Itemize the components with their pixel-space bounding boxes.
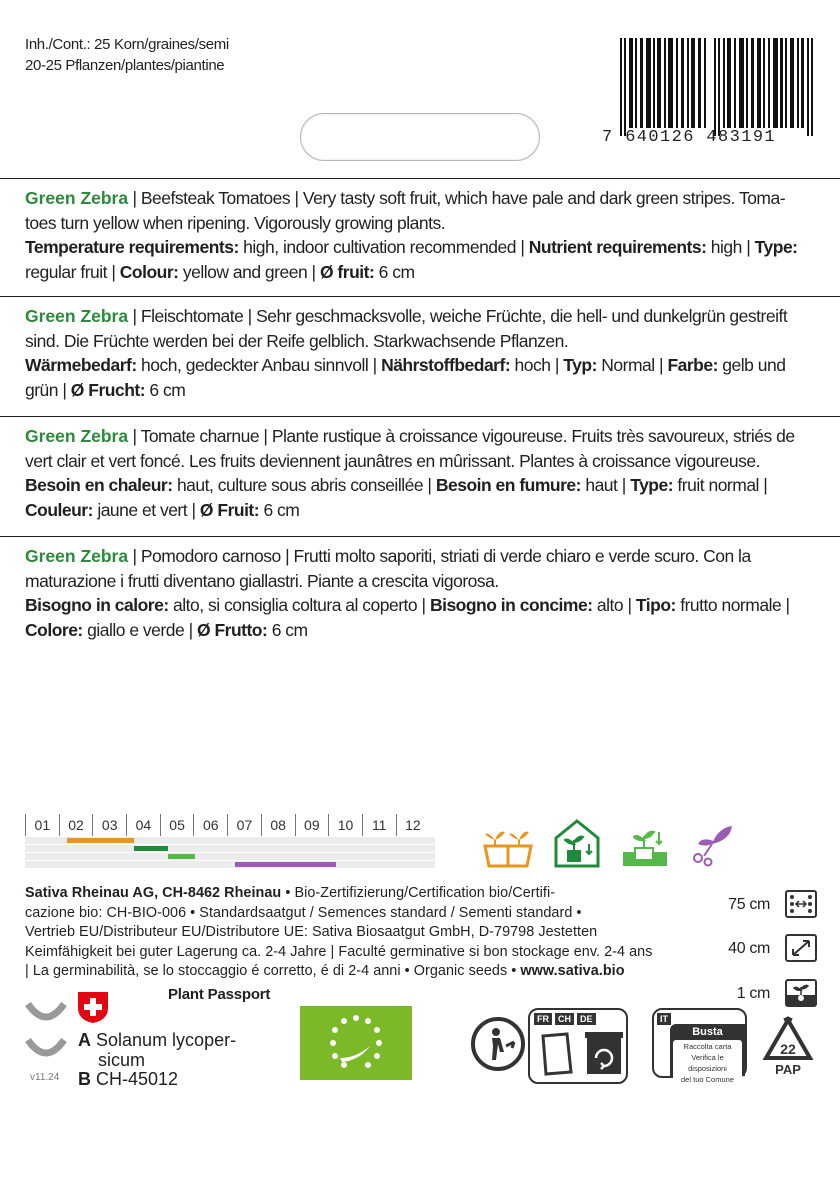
month-label: 12 (396, 814, 430, 836)
label: Typ: (563, 355, 597, 375)
busta-line: Raccolta carta (683, 1042, 732, 1051)
direct-sowing-icon (621, 826, 669, 868)
value: haut | (580, 475, 631, 495)
calendar-bar-sowing-indoor (67, 838, 134, 843)
company-text: • Bio-Zertifizierung/Certification bio/Certifi- (281, 885, 556, 901)
section-italian (0, 536, 840, 642)
seed-packet-icon (540, 1032, 574, 1076)
website-link[interactable]: www.sativa.bio (520, 963, 625, 979)
label: Wärmebedarf: (25, 355, 137, 375)
triman-icon (470, 1016, 526, 1072)
label: Ø Frucht: (70, 379, 146, 400)
value: giallo e verde | (82, 619, 197, 640)
sowing-depth-icon (785, 979, 817, 1007)
description-text: | Fleischtomate | Sehr geschmacksvolle, weiche Früchte, die hell- und dunkelgrün gestreift (128, 306, 788, 326)
value: yellow and green | (178, 261, 320, 282)
month-label: 03 (92, 814, 126, 836)
botanical-name: Solanum lycoper- (96, 1030, 237, 1050)
value: 6 cm (374, 261, 415, 282)
value: 6 cm (259, 499, 300, 520)
section-french (0, 416, 840, 522)
value: jaune et vert | (92, 499, 200, 520)
month-label: 01 (25, 814, 59, 836)
description-text: maturazione i frutti diventano giallastri. Piante a crescita vigorosa. (25, 570, 499, 591)
country-it: IT (657, 1013, 671, 1025)
month-label: 09 (295, 814, 329, 836)
label: Nährstoffbedarf: (381, 355, 511, 375)
month-header (25, 814, 435, 836)
description-text: vert clair et vert foncé. Les fruits deviennent jaunâtres en mûrissant. Plantes à croissance vigoureuse. (25, 450, 760, 471)
label: Besoin en fumure: (435, 475, 581, 495)
value: gelb und (717, 355, 786, 375)
recycling-box-it (652, 1008, 747, 1084)
label: Temperature requirements: (25, 237, 239, 257)
greenhouse-icon (553, 818, 601, 868)
row-spacing-icon (785, 890, 817, 918)
value: alto | (592, 595, 636, 615)
label: Bisogno in calore: (25, 595, 169, 615)
pap-label: PAP (775, 1062, 801, 1077)
registration-number: CH-45012 (96, 1069, 179, 1089)
month-label: 02 (59, 814, 93, 836)
value: high | (706, 237, 755, 257)
sowing-calendar (25, 814, 435, 868)
label: Type: (630, 475, 674, 495)
calendar-bar-planting-out (134, 846, 168, 851)
busta-line: Verifica le disposizioni (688, 1053, 727, 1073)
month-label: 06 (193, 814, 227, 836)
month-label: 04 (126, 814, 160, 836)
value: alto, si consiglia coltura al coperto | (168, 595, 430, 615)
description-text: | Tomate charnue | Plante rustique à croissance vigoureuse. Fruits très savoureux, striés de (128, 426, 795, 446)
barcode (620, 38, 818, 136)
label: Ø Fruit: (199, 499, 260, 520)
barcode-number: 7 640126 483191 (602, 128, 777, 147)
description-text: | Beefsteak Tomatoes | Very tasty soft fruit, which have pale and dark green stripes. Toma- (128, 188, 786, 208)
label: Bisogno in concime: (429, 595, 593, 615)
plant-count: 20-25 Pflanzen/plantes/piantine (25, 57, 225, 74)
label: Colour: (119, 261, 179, 282)
variety-name: Green Zebra (25, 306, 129, 326)
company-text: cazione bio: CH-BIO-006 • Standardsaatgut / Semences standard / Sementi standard • (25, 904, 582, 921)
company-text: | La germinabilità, se lo stoccaggio é corretto, é di 2-4 anni • Organic seeds • (25, 963, 521, 979)
calendar-row-harvest (25, 861, 435, 868)
label: Type: (754, 237, 798, 257)
country-fr: FR (534, 1013, 552, 1025)
description-text: toes turn yellow when ripening. Vigorously growing plants. (25, 212, 446, 233)
label: Ø fruit: (319, 261, 375, 282)
version-label: v11.24 (30, 1072, 60, 1083)
label: Colore: (25, 619, 83, 640)
label: Farbe: (667, 355, 718, 375)
passport-line-a (78, 1030, 236, 1051)
variety-name: Green Zebra (25, 188, 129, 208)
recycling-box-fr-ch-de (528, 1008, 628, 1084)
value: 6 cm (145, 379, 186, 400)
hanging-slot (300, 113, 540, 161)
company-name: Sativa Rheinau AG, CH-8462 Rheinau (25, 885, 282, 901)
month-label: 05 (160, 814, 194, 836)
eu-organic-logo (300, 1006, 412, 1080)
paper-bin-icon (584, 1030, 624, 1078)
description-text: | Pomodoro carnoso | Frutti molto saporiti, striati di verde chiaro e verde scuro. Con la (128, 546, 751, 566)
content-amount: Inh./Cont.: 25 Korn/graines/semi (25, 36, 229, 53)
month-label: 08 (261, 814, 295, 836)
busta-title: Busta (692, 1026, 723, 1038)
row-spacing-value: 75 cm (728, 896, 770, 913)
company-text: Vertrieb EU/Distributeur EU/Distributore UE: Sativa Biosaatgut GmbH, D-79798 Jestetten (25, 924, 598, 940)
value: frutto normale | (675, 595, 790, 615)
harvest-icon (690, 822, 736, 866)
value: fruit normal | (673, 475, 768, 495)
value: regular fruit | (25, 261, 120, 282)
calendar-row-planting-out (25, 845, 435, 852)
pap-number: 22 (780, 1041, 796, 1057)
botanical-name-cont: sicum (98, 1050, 146, 1070)
swiss-flag-icon (76, 990, 110, 1024)
country-ch: CH (555, 1013, 574, 1025)
calendar-bar-direct-sowing (168, 854, 195, 859)
company-info (25, 884, 670, 982)
month-label: 11 (362, 814, 396, 836)
value: haut, culture sous abris conseillée | (172, 475, 436, 495)
pap-22-recycling-icon (758, 1016, 818, 1078)
value: hoch | (510, 355, 564, 375)
section-english (0, 178, 840, 284)
value: hoch, gedeckter Anbau sinnvoll | (136, 355, 382, 375)
value: grün | (25, 379, 71, 400)
value: 6 cm (267, 619, 308, 640)
plant-passport-title: Plant Passport (168, 986, 271, 1003)
busta-line: del tuo Comune (681, 1075, 734, 1084)
seed-logo-icon (24, 998, 68, 1068)
label: Couleur: (25, 499, 93, 520)
month-label: 07 (227, 814, 261, 836)
plant-spacing-value: 40 cm (728, 940, 770, 957)
sowing-depth-value: 1 cm (736, 985, 770, 1002)
month-label: 10 (328, 814, 362, 836)
description-text: sind. Die Früchte werden bei der Reife gelblich. Starkwachsende Pflanzen. (25, 330, 569, 351)
calendar-row-sowing-indoor (25, 837, 435, 844)
value: Normal | (596, 355, 668, 375)
section-german (0, 296, 840, 402)
country-de: DE (577, 1013, 596, 1025)
variety-name: Green Zebra (25, 426, 129, 446)
passport-letter-b: B (78, 1069, 91, 1089)
label: Tipo: (635, 595, 676, 615)
calendar-row-direct-sowing (25, 853, 435, 860)
value: high, indoor cultivation recommended | (238, 237, 529, 257)
passport-letter-a: A (78, 1030, 91, 1050)
seed-tray-icon (483, 826, 533, 868)
calendar-bar-harvest (235, 862, 336, 867)
variety-name: Green Zebra (25, 546, 129, 566)
label: Nutrient requirements: (528, 237, 707, 257)
company-text: Keimfähigkeit bei guter Lagerung ca. 2-4 Jahre | Faculté germinative si bon stockage env. 2-4 ans (25, 943, 653, 960)
plant-spacing-icon (785, 934, 817, 962)
passport-line-b (78, 1069, 178, 1090)
label: Ø Frutto: (196, 619, 268, 640)
label: Besoin en chaleur: (25, 475, 173, 495)
